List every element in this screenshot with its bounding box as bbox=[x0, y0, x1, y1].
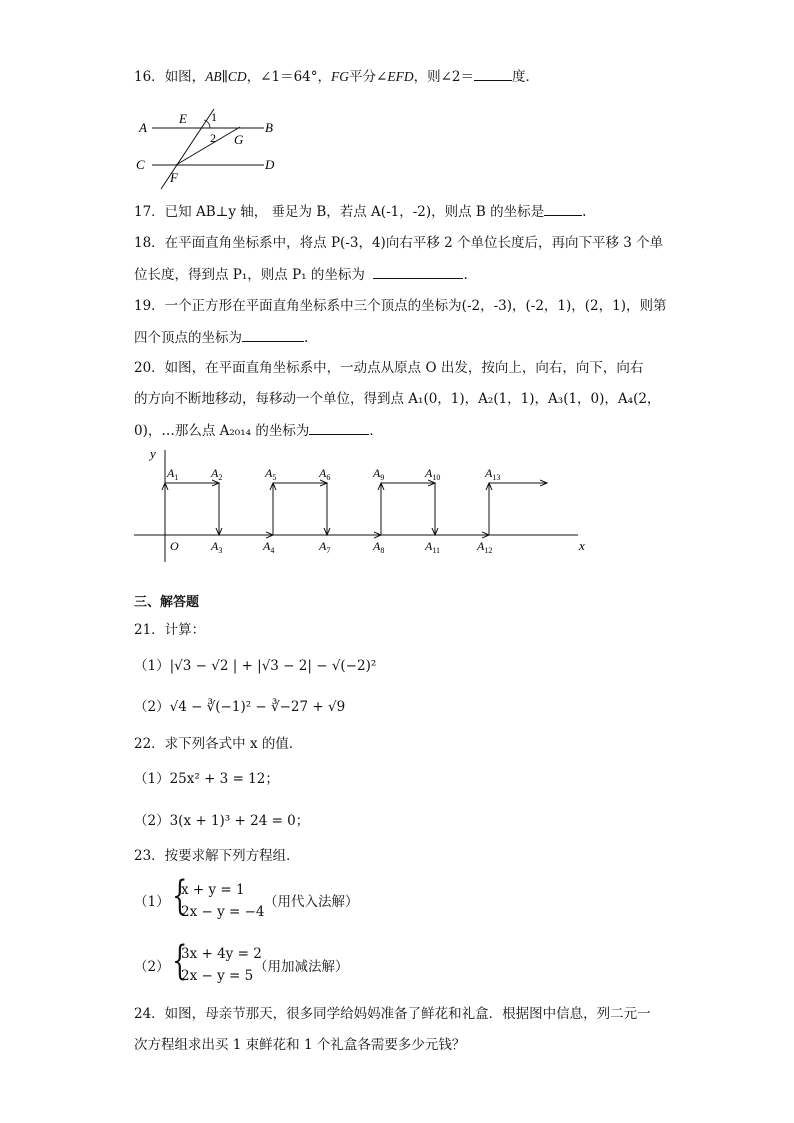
angle-1-arc bbox=[204, 120, 210, 128]
q22-part2: （2）3(x + 1)³ + 24 = 0； bbox=[134, 813, 310, 829]
text-span: 位长度，得到点 P₁，则点 P₁ 的坐标为 bbox=[134, 267, 365, 283]
point-label: $A_{10}$ bbox=[425, 466, 441, 482]
x-axis-label: x bbox=[579, 538, 585, 553]
left-brace-icon: { bbox=[172, 938, 188, 984]
origin-label: O bbox=[170, 539, 179, 553]
question-number: 16． bbox=[134, 69, 165, 85]
point-label: $A_4$ bbox=[263, 539, 275, 555]
q18-line2 bbox=[134, 264, 468, 285]
text-span: ，则∠2＝ bbox=[413, 69, 474, 85]
math-span: ∠EFD bbox=[376, 69, 414, 84]
left-brace-icon: { bbox=[172, 873, 188, 919]
text-span: . bbox=[463, 267, 468, 283]
label-f: F bbox=[170, 170, 178, 185]
text-span: ． bbox=[369, 423, 383, 439]
q20-line3 bbox=[134, 420, 383, 441]
point-label: $A_1$ bbox=[167, 466, 179, 482]
q17-text bbox=[134, 201, 586, 222]
q19-line2 bbox=[134, 327, 308, 348]
q23-part2-eq1: 3x + 4y = 2 bbox=[181, 946, 262, 962]
label-g: G bbox=[234, 132, 244, 147]
q19-line1: 19．一个正方形在平面直角坐标系中三个顶点的坐标为(-2，-3)，(-2，1)，(2，1)，则第 bbox=[134, 298, 667, 314]
math-span: FG bbox=[331, 69, 350, 84]
label-e: E bbox=[179, 111, 187, 126]
q16-text bbox=[134, 66, 539, 87]
q24-line1: 24．如图，母亲节那天，很多同学给妈妈准备了鲜花和礼盒．根据图中信息，列二元一 bbox=[134, 1006, 651, 1022]
point-label: $A_8$ bbox=[373, 539, 385, 555]
q23-part2-note: （用加减法解） bbox=[254, 959, 349, 975]
label-b: B bbox=[265, 120, 273, 135]
text-span: 17．已知 AB⊥y 轴， 垂足为 B，若点 A(-1，-2)，则点 B 的坐标是 bbox=[134, 204, 545, 220]
q23-part2-eq2: 2x − y = 5 bbox=[181, 968, 254, 984]
q23-part1-eq2: 2x − y = −4 bbox=[181, 904, 265, 920]
text-span: . bbox=[304, 330, 309, 346]
q20-line2: 的方向不断地移动，每移动一个单位，得到点 A₁(0，1)，A₂(1，1)，A₃(1，0)，A₄(2， bbox=[134, 391, 661, 407]
y-axis-label: y bbox=[150, 446, 156, 461]
q21-title: 21．计算： bbox=[134, 622, 206, 638]
q24-line2: 次方程组求出买 1 束鲜花和 1 个礼盒各需要多少元钱？ bbox=[134, 1037, 466, 1053]
point-label: $A_5$ bbox=[265, 466, 277, 482]
point-label: $A_9$ bbox=[373, 466, 385, 482]
label-angle-2: 2 bbox=[210, 131, 216, 145]
text-span: ，∠1＝64°， bbox=[246, 69, 332, 85]
q16-figure bbox=[134, 100, 294, 195]
text-span: . bbox=[582, 204, 587, 220]
point-label: $A_2$ bbox=[211, 466, 223, 482]
answer-blank bbox=[544, 201, 582, 216]
point-label: $A_7$ bbox=[319, 539, 331, 555]
text-span: 四个顶点的坐标为 bbox=[134, 330, 242, 346]
answer-blank bbox=[309, 420, 369, 435]
text-span: 度． bbox=[511, 69, 539, 85]
point-label: $A_3$ bbox=[211, 539, 223, 555]
q22-title: 22．求下列各式中 x 的值． bbox=[134, 736, 303, 752]
q22-part1: （1）25x² + 3 = 12； bbox=[134, 771, 279, 787]
point-label: $A_{11}$ bbox=[425, 539, 441, 555]
q18-line1: 18．在平面直角坐标系中，将点 P(-3，4)向右平移 2 个单位长度后，再向下平移 3 个单 bbox=[134, 235, 664, 251]
q23-part1-eq1: x + y = 1 bbox=[181, 882, 245, 898]
q21-part2: （2）√4 − ∛(−1)² − ∛−27 + √9 bbox=[134, 699, 346, 715]
section-title: 三、解答题 bbox=[134, 595, 200, 610]
label-angle-1: 1 bbox=[211, 110, 217, 124]
label-c: C bbox=[136, 157, 145, 172]
point-label: $A_{12}$ bbox=[477, 539, 493, 555]
q23-title: 23．按要求解下列方程组． bbox=[134, 848, 300, 864]
text-span: 如图， bbox=[164, 69, 206, 85]
text-span: 0)，…那么点 A₂₀₁₄ 的坐标为 bbox=[134, 423, 310, 439]
point-label: $A_{13}$ bbox=[485, 466, 501, 482]
q23-part1-note: （用代入法解） bbox=[264, 894, 359, 910]
q23-part2-label: （2） bbox=[134, 959, 170, 975]
q20-line1: 20．如图，在平面直角坐标系中，一动点从原点 O 出发，按向上，向右，向下，向右 bbox=[134, 360, 644, 376]
q20-figure bbox=[130, 444, 600, 569]
math-span: AB∥CD bbox=[205, 69, 247, 84]
text-span: 平分 bbox=[349, 69, 377, 85]
q21-part1: （1）|√3 − √2 | + |√3 − 2| − √(−2)² bbox=[134, 658, 377, 674]
point-labels bbox=[166, 466, 500, 555]
label-a: A bbox=[139, 120, 147, 135]
label-d: D bbox=[265, 157, 275, 172]
line-fg bbox=[176, 127, 240, 165]
answer-blank bbox=[474, 66, 512, 81]
answer-blank bbox=[373, 264, 463, 279]
q23-part1-label: （1） bbox=[134, 894, 170, 910]
answer-blank bbox=[242, 327, 304, 342]
movement-path bbox=[165, 483, 547, 535]
point-label: $A_6$ bbox=[319, 466, 331, 482]
